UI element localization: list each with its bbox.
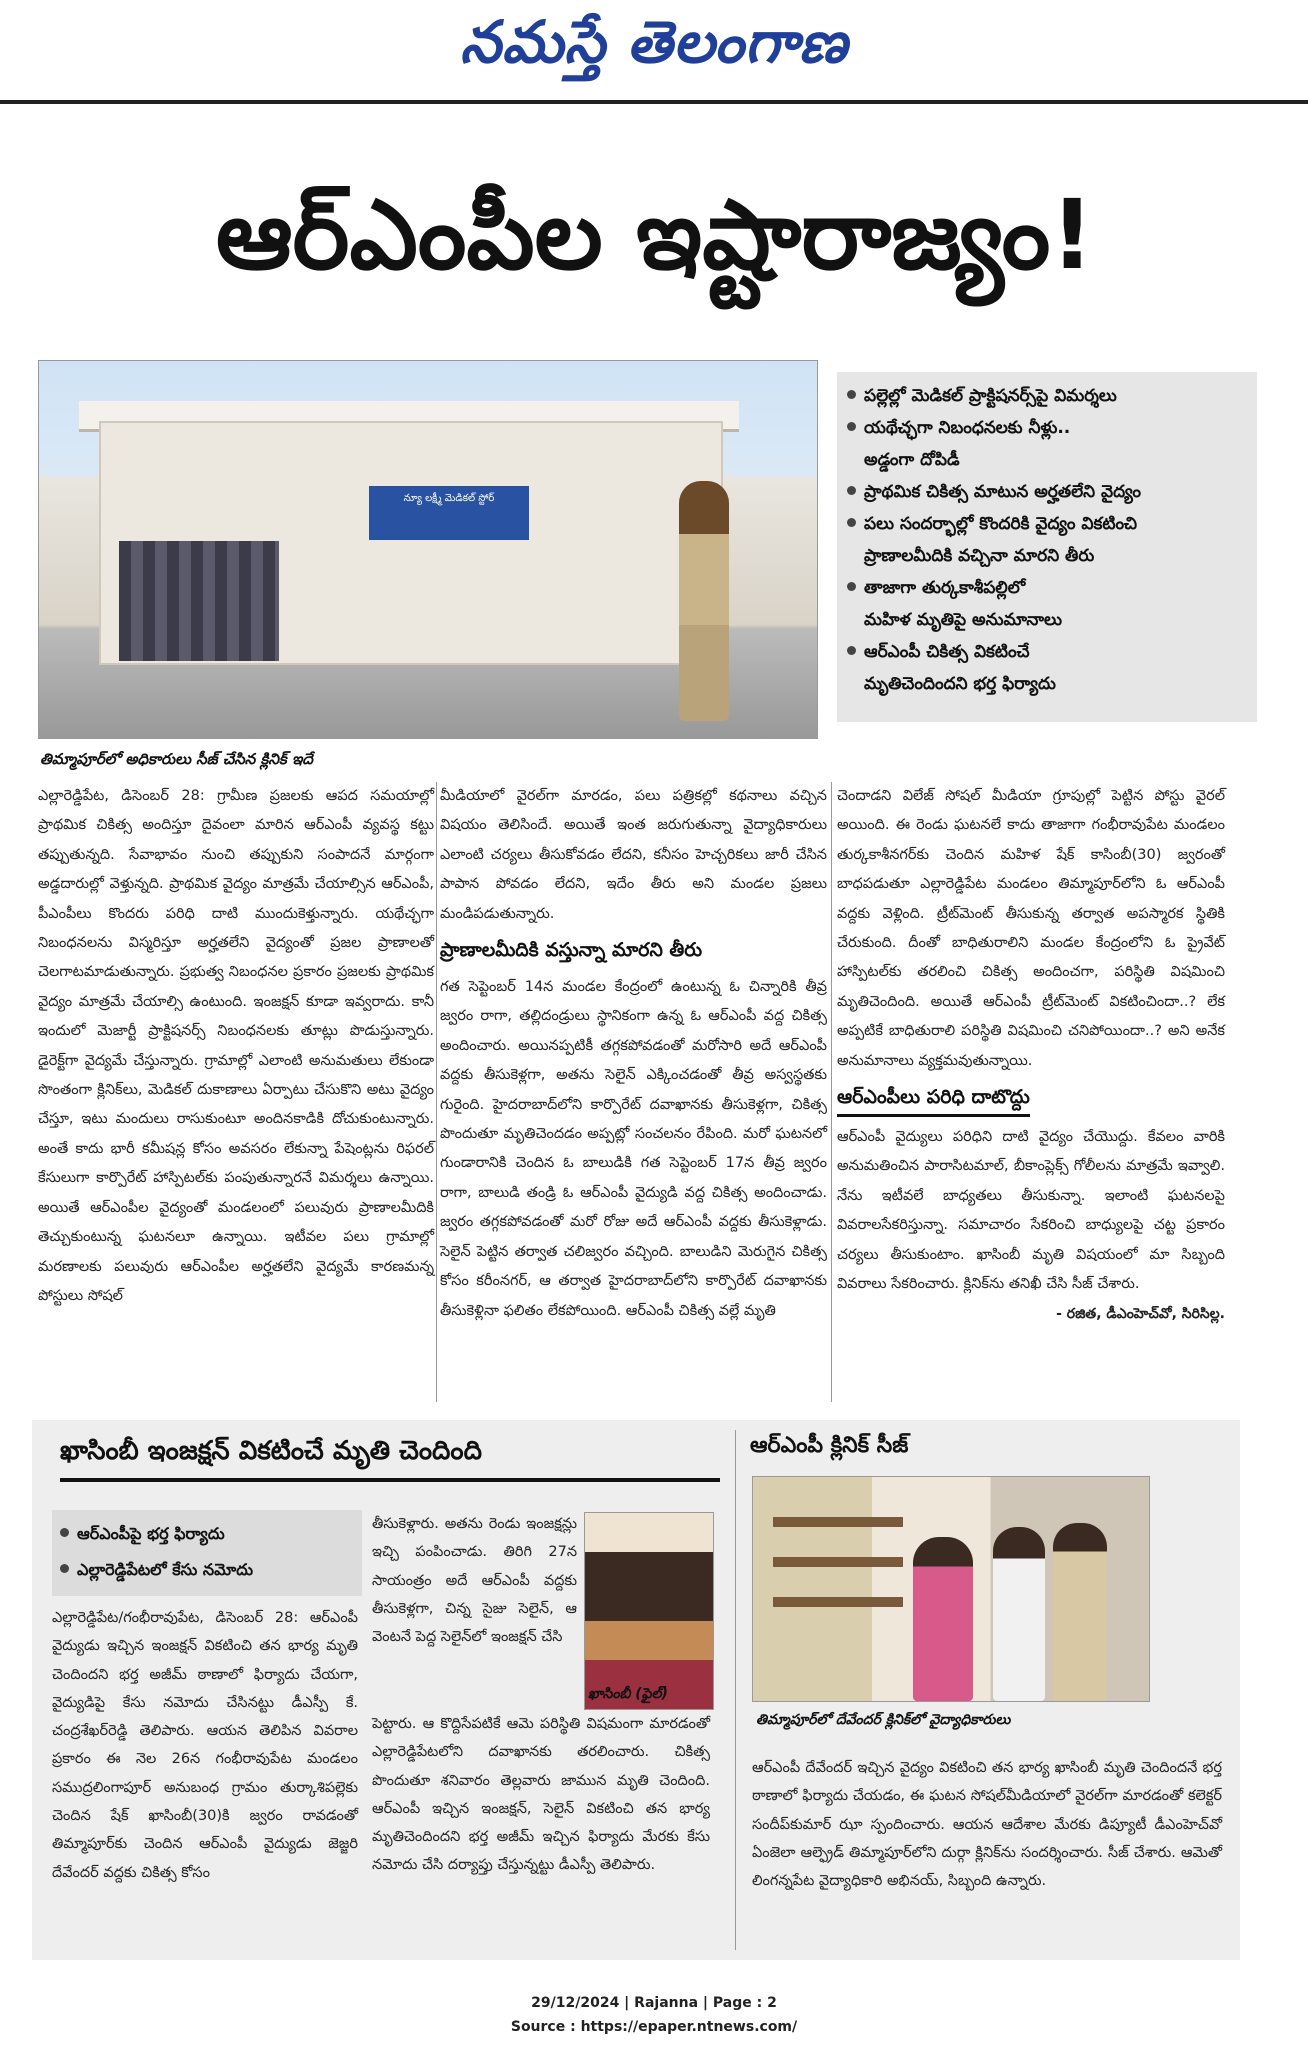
article-text: మీడియాలో వైరల్‌గా మారడం, పలు పత్రికల్లో కథనాలు వచ్చిన విషయం తెలిసిందే. అయితే ఇంత జరుగుతున్నా వైద్యాధికారులు ఎలాంటి చర్యలు తీసుకోవడం లేదని, కనీసం హెచ్చరికలు జారీ చేసిన పాపాన పోవడం లేదని, ఇదేం తీరు అని మండల ప్రజలు మండిపడుతున్నారు. bbox=[440, 788, 827, 922]
highlight-item: యథేచ్ఛగా నిబంధనలకు నీళ్లు.. bbox=[847, 412, 1247, 444]
byline: - రజిత, డీఎంహెచ్‌వో, సిరిసిల్ల. bbox=[1056, 1305, 1225, 1322]
column-divider bbox=[735, 1430, 736, 1950]
clinic-inspection-photo bbox=[752, 1476, 1150, 1702]
clinic-signboard: న్యూ లక్ష్మీ మెడికల్ స్టోర్ bbox=[369, 486, 529, 540]
policeman-figure bbox=[679, 481, 729, 721]
footer-source: Source : https://epaper.ntnews.com/ bbox=[510, 2019, 798, 2035]
bullet-dot-icon bbox=[847, 486, 856, 495]
subheading: ప్రాణాలమీదికి వస్తున్నా మారని తీరు bbox=[440, 939, 703, 962]
highlight-item: ప్రాణాలమీదికి వచ్చినా మారని తీరు bbox=[864, 546, 1095, 566]
story2-heading: ఖాసింబీ ఇంజక్షన్ వికటించే మృతి చెందింది bbox=[60, 1436, 720, 1482]
official-figure bbox=[993, 1527, 1045, 1701]
story2-highlights bbox=[52, 1510, 362, 1596]
gate bbox=[119, 541, 279, 661]
victim-photo-caption: ఖాసింబీ (ఫైల్) bbox=[588, 1686, 668, 1702]
shelf bbox=[773, 1557, 903, 1567]
article-text: గత సెప్టెంబర్ 14న మండల కేంద్రంలో ఉంటున్న ఓ చిన్నారికి తీవ్ర జ్వరం రాగా, తల్లిదండ్రులు స్థానికంగా ఉన్న ఓ ఆర్‌ఎంపీ వద్ద చికిత్స అందించారు. అయినప్పటికీ తగ్గకపోవడంతో మరోసారి అదే ఆర్‌ఎంపీ వద్దకు తీసుకెళ్లగా, అతను సెలైన్ ఎక్కించడంతో తీవ్ర అస్వస్థతకు గురైంది. హైదరాబాద్‌లోని కార్పొరేట్ దవాఖానకు తీసుకెళ్లగా, చికిత్స పొందుతూ మృతిచెందడం అప్పట్లో సంచలనం రేపింది. మరో ఘటనలో గుండారానికి చెందిన ఓ బాలుడికి గత సెప్టెంబర్ 17న తీవ్ర జ్వరం రాగా, బాలుడి తండ్రి ఓ ఆర్‌ఎంపీ వైద్యుడి వద్ద చికిత్స అందించాడు. జ్వరం తగ్గకపోవడంతో మరో రోజు అదే ఆర్‌ఎంపీ వద్దకు తీసుకెళ్లాడు. సెలైన్ పెట్టిన తర్వాత చలిజ్వరం వచ్చింది. బాలుడిని మెరుగైన చికిత్స కోసం కరీంనగర్, ఆ తర్వాత హైదరాబాద్‌లోని కార్పొరేట్ దవాఖానకు తీసుకెళ్లినా ఫలితం లేకపోయింది. ఆర్‌ఎంపీ చికిత్స వల్లే మృతి bbox=[440, 979, 827, 1319]
story2-column-1: ఎల్లారెడ్డిపేట/గంభీరావుపేట, డిసెంబర్ 28: ఆర్‌ఎంపీ వైద్యుడు ఇచ్చిన ఇంజక్షన్ వికటించి తన భార్య మృతి చెందిందని భర్త అజీమ్ ఠాణాలో ఫిర్యాదు చేయగా, వైద్యుడిపై కేసు నమోదు చేసినట్టు డీఎస్పీ కే. చంద్రశేఖర్‌రెడ్డి తెలిపారు. ఆయన తెలిపిన వివరాల ప్రకారం ఈ నెల 26న గంభీరావుపేట మండలం సముద్రలింగాపూర్ అనుబంధ గ్రామం తుర్కాశిపల్లెకు చెందిన షేక్ ఖాసింబీ(30)కి జ్వరం రావడంతో తిమ్మాపూర్‌కు చెందిన ఆర్‌ఎంపీ వైద్యుడు జెజ్జరి దేవేందర్ వద్దకు చికిత్స కోసం bbox=[52, 1610, 358, 1881]
bullet-dot-icon bbox=[847, 390, 856, 399]
highlight-item: ఆర్‌ఎంపీ చికిత్స వికటించే bbox=[847, 636, 1247, 668]
clinic-photo bbox=[38, 360, 818, 739]
bullet-dot-icon bbox=[847, 646, 856, 655]
column-divider bbox=[831, 782, 832, 1402]
subheading: ఆర్‌ఎంపీలు పరిధి దాటొద్దు bbox=[837, 1080, 1225, 1117]
highlight-item: ఎల్లారెడ్డిపేటలో కేసు నమోదు bbox=[60, 1552, 354, 1588]
highlight-item: మహిళ మృతిపై అనుమానాలు bbox=[864, 610, 1062, 630]
story2-column-2a: తీసుకెళ్లారు. అతను రెండు ఇంజక్షన్లు ఇచ్చి పంపించాడు. తిరిగి 27న సాయంత్రం అదే ఆర్‌ఎంపీ వద్దకు తీసుకెళ్లగా, చిన్న సైజు సెలైన్, ఆ వెంటనే పెద్ద సెలైన్‌లో ఇంజక్షన్ చేసి bbox=[372, 1516, 577, 1646]
page-headline: ఆర్‌ఎంపీల ఇష్టారాజ్యం! bbox=[215, 179, 1095, 291]
article-column-1 bbox=[38, 782, 434, 1311]
highlights-box bbox=[837, 372, 1257, 722]
article-text: ఎల్లారెడ్డిపేట, డిసెంబర్ 28: గ్రామీణ ప్రజలకు ఆపద సమయాల్లో ప్రాథమిక చికిత్స అందిస్తూ దైవంలా మారిన ఆర్‌ఎంపీ వ్యవస్థ కట్టు తప్పుతున్నది. సేవాభావం నుంచి తప్పుకుని సంపాదనే మార్గంగా అడ్డదారుల్లో వెళ్తున్నది. ప్రాథమిక వైద్యం మాత్రమే చేయాల్సిన ఆర్‌ఎంపీ, పీఎంపీలు కొందరు పరిధి దాటి ముందుకెళ్తున్నారు. యథేచ్ఛగా నిబంధనలను విస్మరిస్తూ అర్హతలేని వైద్యంతో ప్రజల ప్రాణాలతో చెలగాటమాడుతున్నారు. ప్రభుత్వ నిబంధనల ప్రకారం ప్రజలకు ప్రాథమిక వైద్యం మాత్రమే చేయాల్సి ఉంటుంది. ఇంజక్షన్ కూడా ఇవ్వరాదు. కానీ ఇందులో మెజార్టీ ప్రాక్టిషనర్స్ నిబంధనలకు తూట్లు పొడుస్తున్నారు. డైరెక్ట్‌గా వైద్యమే చేస్తున్నారు. గ్రామాల్లో ఎలాంటి అనుమతులు లేకుండా సొంతంగా క్లినిక్‌లు, మెడికల్ దుకాణాలు ఏర్పాటు చేసుకొని అటు వైద్యం చేస్తూ, ఇటు మందులు రాసుకుంటూ అందినకాడికి దోచుకుంటున్నారు. అంతే కాదు భారీ కమీషన్ల కోసం అవసరం లేకున్నా పేషెంట్లను రిఫరల్ కేసులుగా కార్పొరేట్ హాస్పిటల్‌కు పంపుతున్నారనే విమర్శలు ఉన్నాయి. అయితే ఆర్‌ఎంపీల వైద్యంతో మండలంలో పలువురు ప్రాణాలమీదికి తెచ్చుకుంటున్న ఘటనలూ ఉన్నాయి. ఇటీవల పలు గ్రామాల్లో మరణాలకు పలువురు ఆర్‌ఎంపీల అర్హతలేని వైద్యమే కారణమన్న పోస్టులు సోషల్ bbox=[38, 788, 434, 1304]
clinic-photo-caption: తిమ్మాపూర్‌లో అధికారులు సీజ్ చేసిన క్లినిక్ ఇదే bbox=[40, 750, 313, 768]
shelf bbox=[773, 1597, 903, 1607]
masthead-title: నమస్తే తెలంగాణ bbox=[460, 8, 848, 76]
victim-photo bbox=[584, 1512, 714, 1710]
article-column-2 bbox=[440, 782, 827, 1326]
masthead-rule bbox=[0, 100, 1308, 104]
footer-date: 29/12/2024 | Rajanna | Page : 2 bbox=[531, 1995, 777, 2011]
story3-body: ఆర్‌ఎంపీ దేవేందర్ ఇచ్చిన వైద్యం వికటించి తన భార్య ఖాసింబీ మృతి చెందిందనే భర్త ఠాణాలో ఫిర్యాదు చేయడం, ఈ ఘటన సోషల్‌మీడియాలో వైరల్‌గా మారడంతో కలెక్టర్ సందీప్‌కుమార్ ఝా స్పందించారు. ఆయన ఆదేశాల మేరకు డిప్యూటీ డీఎంహెచ్‌వో ఏంజెలా ఆల్ఫ్రెడ్ తిమ్మాపూర్‌లోని దుర్గా క్లినిక్‌ను సందర్శించారు. సీజ్ చేశారు. ఆమెతో లింగన్నపేట వైద్యాధికారి అభినయ్, సిబ్బంది ఉన్నారు. bbox=[752, 1760, 1222, 1890]
bullet-dot-icon bbox=[847, 422, 856, 431]
shelf bbox=[773, 1517, 903, 1527]
bullet-dot-icon bbox=[847, 582, 856, 591]
article-text: ఆర్‌ఎంపీ వైద్యులు పరిధిని దాటి వైద్యం చేయొద్దు. కేవలం వారికి అనుమతించిన పారాసిటమాల్, బీకాంప్లెక్స్ గోలీలను మాత్రమే ఇవ్వాలి. నేను ఇటీవలే బాధ్యతలు తీసుకున్నా. ఇలాంటి ఘటనలపై వివరాలసేకరిస్తున్నా. సమాచారం సేకరించి బాధ్యులపై చట్ట ప్రకారం చర్యలు తీసుకుంటాం. ఖాసింబీ మృతి విషయంలో మా సిబ్బంది వివరాలు సేకరించారు. క్లినిక్‌ను తనిఖీ చేసి సీజ్ చేశారు. bbox=[837, 1129, 1225, 1293]
story2-column-2b: పెట్టారు. ఆ కొద్దిసేపటికే ఆమె పరిస్థితి విషమంగా మారడంతో ఎల్లారెడ్డిపేటలోని దవాఖానకు తరలించారు. చికిత్స పొందుతూ శనివారం తెల్లవారు జామున మృతి చెందింది. ఆర్‌ఎంపీ ఇచ్చిన ఇంజక్షన్, సెలైన్ వికటించి తన భార్య మృతిచెందిందని భర్త అజీమ్ ఇచ్చిన ఫిర్యాదు మేరకు కేసు నమోదు చేసి దర్యాప్తు చేస్తున్నట్టు డీఎస్పీ తెలిపారు. bbox=[372, 1716, 710, 1874]
highlight-item: మృతిచెందిందని భర్త ఫిర్యాదు bbox=[864, 674, 1056, 694]
highlight-item: ఆర్‌ఎంపీపై భర్త ఫిర్యాదు bbox=[60, 1516, 354, 1552]
bullet-dot-icon bbox=[60, 1564, 69, 1573]
masthead bbox=[0, 0, 1308, 104]
article-text: చెందాడని విలేజ్ సోషల్ మీడియా గ్రూపుల్లో పెట్టిన పోస్టు వైరల్ అయింది. ఈ రెండు ఘటనలే కాదు తాజాగా గంభీరావుపేట మండలం తుర్కకాశీనగర్‌కు చెందిన మహిళ షేక్ కాసింబీ(30) జ్వరంతో బాధపడుతూ ఎల్లారెడ్డిపేట మండలం తిమ్మాపూర్‌లోని ఓ ఆర్‌ఎంపీ వద్దకు వెళ్లింది. ట్రీట్‌మెంట్ తీసుకున్న తర్వాత అపస్మారక స్థితికి చేరుకుంది. దీంతో బాధితురాలిని మండల కేంద్రంలోని ఓ ప్రైవేట్ హాస్పిటల్‌కు తరలించి చికిత్స అందించగా, పరిస్థితి విషమించి మృతిచెందింది. అయితే ఆర్‌ఎంపీ ట్రీట్‌మెంట్ వికటించిందా..? లేక అప్పటికే బాధితురాలి పరిస్థితి విషమించి చనిపోయిందా..? అని అనేక అనుమానాలు వ్యక్తమవుతున్నాయి. bbox=[837, 788, 1225, 1069]
clinic-inspection-caption: తిమ్మాపూర్‌లో దేవేందర్ క్లినిక్‌లో వైద్యాధికారులు bbox=[756, 1712, 1011, 1728]
highlight-item: అడ్డంగా దోపిడీ bbox=[864, 450, 960, 470]
story3-heading: ఆర్‌ఎంపీ క్లినిక్ సీజ్ bbox=[750, 1433, 909, 1458]
highlight-item: పలు సందర్భాల్లో కొందరికి వైద్యం వికటించి bbox=[847, 508, 1247, 540]
bullet-dot-icon bbox=[847, 518, 856, 527]
highlight-item: పల్లెల్లో మెడికల్ ప్రాక్టిషనర్స్‌పై విమర్శలు bbox=[847, 380, 1247, 412]
official-figure bbox=[913, 1537, 973, 1701]
bullet-dot-icon bbox=[60, 1528, 69, 1537]
column-divider bbox=[436, 782, 437, 1402]
highlight-item: తాజాగా తుర్కకాశీపల్లిలో bbox=[847, 572, 1247, 604]
article-column-3 bbox=[837, 782, 1225, 1329]
police-figure bbox=[1053, 1523, 1107, 1701]
highlight-item: ప్రాథమిక చికిత్స మాటున అర్హతలేని వైద్యం bbox=[847, 476, 1247, 508]
